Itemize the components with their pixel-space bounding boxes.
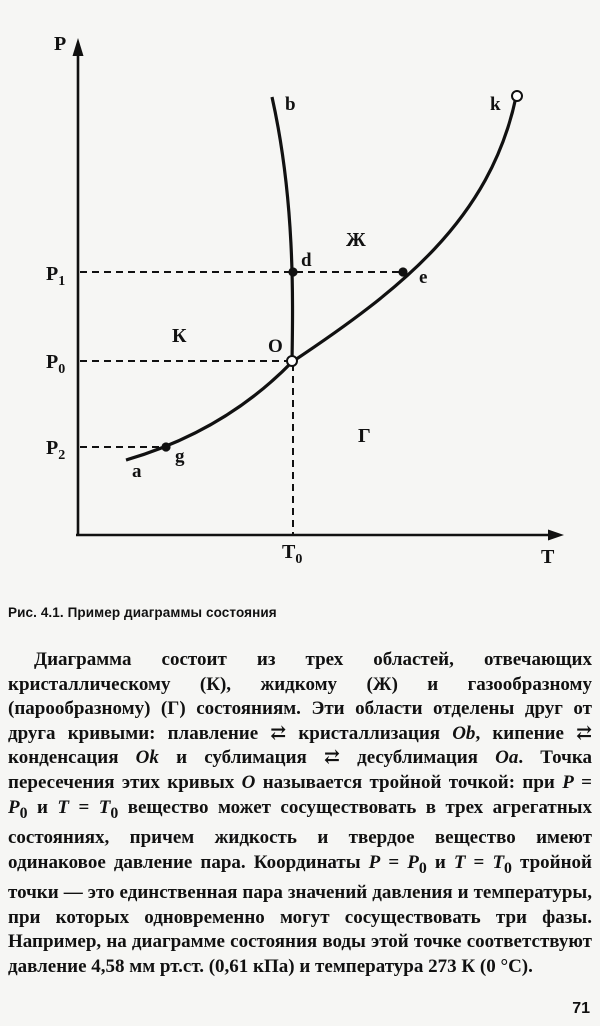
label-o: O [268, 336, 283, 357]
sublimation-curve-oa [126, 362, 292, 460]
text-run: и сублимация ⇄ десублимация [158, 747, 496, 769]
triple-point-o [287, 356, 297, 366]
italic-term: P [407, 851, 419, 873]
label-d: d [301, 250, 312, 271]
label-e: e [419, 267, 428, 288]
text-run: и [426, 851, 454, 873]
point-d [288, 267, 297, 276]
italic-term: T [492, 851, 505, 873]
label-a: a [132, 461, 142, 482]
italic-term: P [562, 771, 574, 793]
italic-term: Ok [135, 747, 159, 769]
p0-label: $P_0$ [46, 351, 66, 377]
point-g [161, 442, 170, 451]
italic-term: P [8, 796, 20, 818]
subscript: 0 [110, 804, 119, 822]
text-run: и [27, 796, 58, 818]
label-g: g [175, 446, 185, 467]
figure-caption: Рис. 4.1. Пример диаграммы состояния [8, 605, 277, 620]
text-run: = [380, 851, 408, 873]
italic-term: T [57, 796, 69, 818]
body-paragraph [8, 648, 592, 979]
text-run: = [465, 851, 493, 873]
text-run: = [573, 771, 593, 793]
subscript: 0 [19, 804, 28, 822]
t-axis-arrow [548, 530, 564, 541]
region-gas-label: Г [358, 425, 371, 447]
italic-term: Ob [452, 722, 476, 744]
melting-curve-ob [272, 97, 293, 362]
region-solid-label: К [172, 325, 187, 347]
t0-label: $T_0$ [282, 541, 303, 567]
text-run: . Точка пересечения этих кривых [8, 747, 593, 793]
text-run: тройной точки — это единственная пара значений давления и температуры, при которых одновременно могут сосуществовать три фазы. Например, на диаграмме состояния воды этой точке соответствуют давление 4,58 мм рт.ст. (0,61 кПа) и температура 273 К (0 °С). [8, 851, 593, 977]
p-axis-label: P [54, 33, 67, 55]
label-b: b [285, 94, 296, 115]
italic-term: T [98, 796, 111, 818]
italic-term: P [368, 851, 381, 873]
subscript: 0 [504, 859, 512, 877]
page-number: 71 [572, 1000, 590, 1017]
italic-term: O [241, 771, 256, 793]
italic-term: Oa [495, 747, 519, 769]
t-axis-label: T [541, 546, 555, 568]
critical-point-k [512, 91, 522, 101]
point-e [398, 267, 407, 276]
text-run: = [69, 796, 99, 818]
text-run: , кипение ⇄ конденсация [8, 722, 592, 769]
subscript: 0 [418, 859, 427, 877]
text-run: называется тройной точкой: при [255, 771, 563, 793]
p-axis-arrow [73, 38, 84, 56]
text-run: вещество может сосуществовать в трех агрегатных состояниях, причем жидкость и твердое вещество имеют одинаковое давление пара. Координаты [8, 796, 593, 873]
italic-term: T [453, 851, 466, 873]
boiling-curve-ok [292, 97, 516, 362]
text-run: Диаграмма состоит из трех областей, отвечающих кристаллическому (К), жидкому (Ж) и газообразному (парообразному) (Г) состояниям. Эти области отделены друг от друга кривыми: плавление ⇄ кристаллизация [8, 649, 592, 744]
label-k: k [490, 94, 501, 115]
p2-label: $P_2$ [46, 437, 66, 463]
region-liquid-label: Ж [346, 229, 366, 251]
p1-label: $P_1$ [46, 263, 66, 289]
